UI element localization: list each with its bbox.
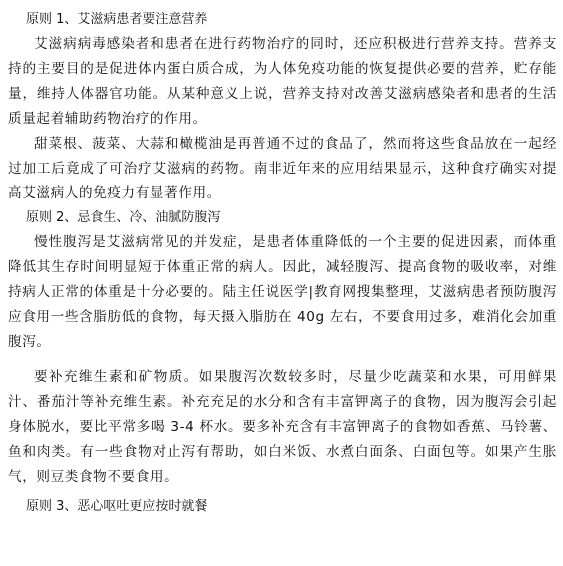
section-heading-1: 原则 1、艾滋病患者要注意营养 [26, 12, 208, 27]
section-heading-3: 原则 3、恶心呕吐更应按时就餐 [26, 499, 208, 515]
paragraph-spacer [8, 355, 557, 365]
paragraph-vitamins-minerals: 要补充维生素和矿物质。如果腹泻次数较多时，尽量少吃蔬菜和水果，可用鲜果汁、番茄汁等补充维生素。补充充足的水分和含有丰富钾离子的食物，因为腹泻会引起身体脱水，要比平常多喝 3-4 杯水。要多补充含有丰富钾离子的食物如香蕉、马铃薯、鱼和肉类。有一些食物对止泻有帮助，如白米饭、水煮白面条、白面包等。如果产生胀气，则豆类食物不要食用。 [8, 368, 557, 485]
paragraph-nutrition-support: 艾滋病病毒感染者和患者在进行药物治疗的同时，还应积极进行营养支持。营养支持的主要目的是促进体内蛋白质合成，为人体免疫功能的恢复提供必要的营养，贮存能量，维持人体器官功能。从某种意义上说，营养支持对改善艾滋病感染者和患者的生活质量起着辅助药物治疗的作用。 [8, 36, 557, 127]
paragraph-food-therapy: 甜菜根、菠菜、大蒜和橄榄油是再普通不过的食品了，然而将这些食品放在一起经过加工后竟成了可治疗艾滋病的药物。南非近年来的应用结果显示，这种食疗确实对提高艾滋病人的免疫力有显著作用。 [8, 135, 557, 202]
article-body [8, 8, 557, 519]
paragraph-diarrhea: 慢性腹泻是艾滋病常见的并发症，是患者体重降低的一个主要的促进因素，而体重降低其生存时间明显短于体重正常的病人。因此，减轻腹泻、提高食物的吸收率，对维持病人正常的体重是十分必要的。陆主任说医学|教育网搜集整理，艾滋病患者预防腹泻应食用一些含脂肪低的食物，每天摄入脂肪在 40g 左右，不要食用过多，难消化会加重腹泻。 [8, 234, 557, 350]
section-heading-2: 原则 2、忌食生、冷、油腻防腹泻 [26, 210, 221, 226]
